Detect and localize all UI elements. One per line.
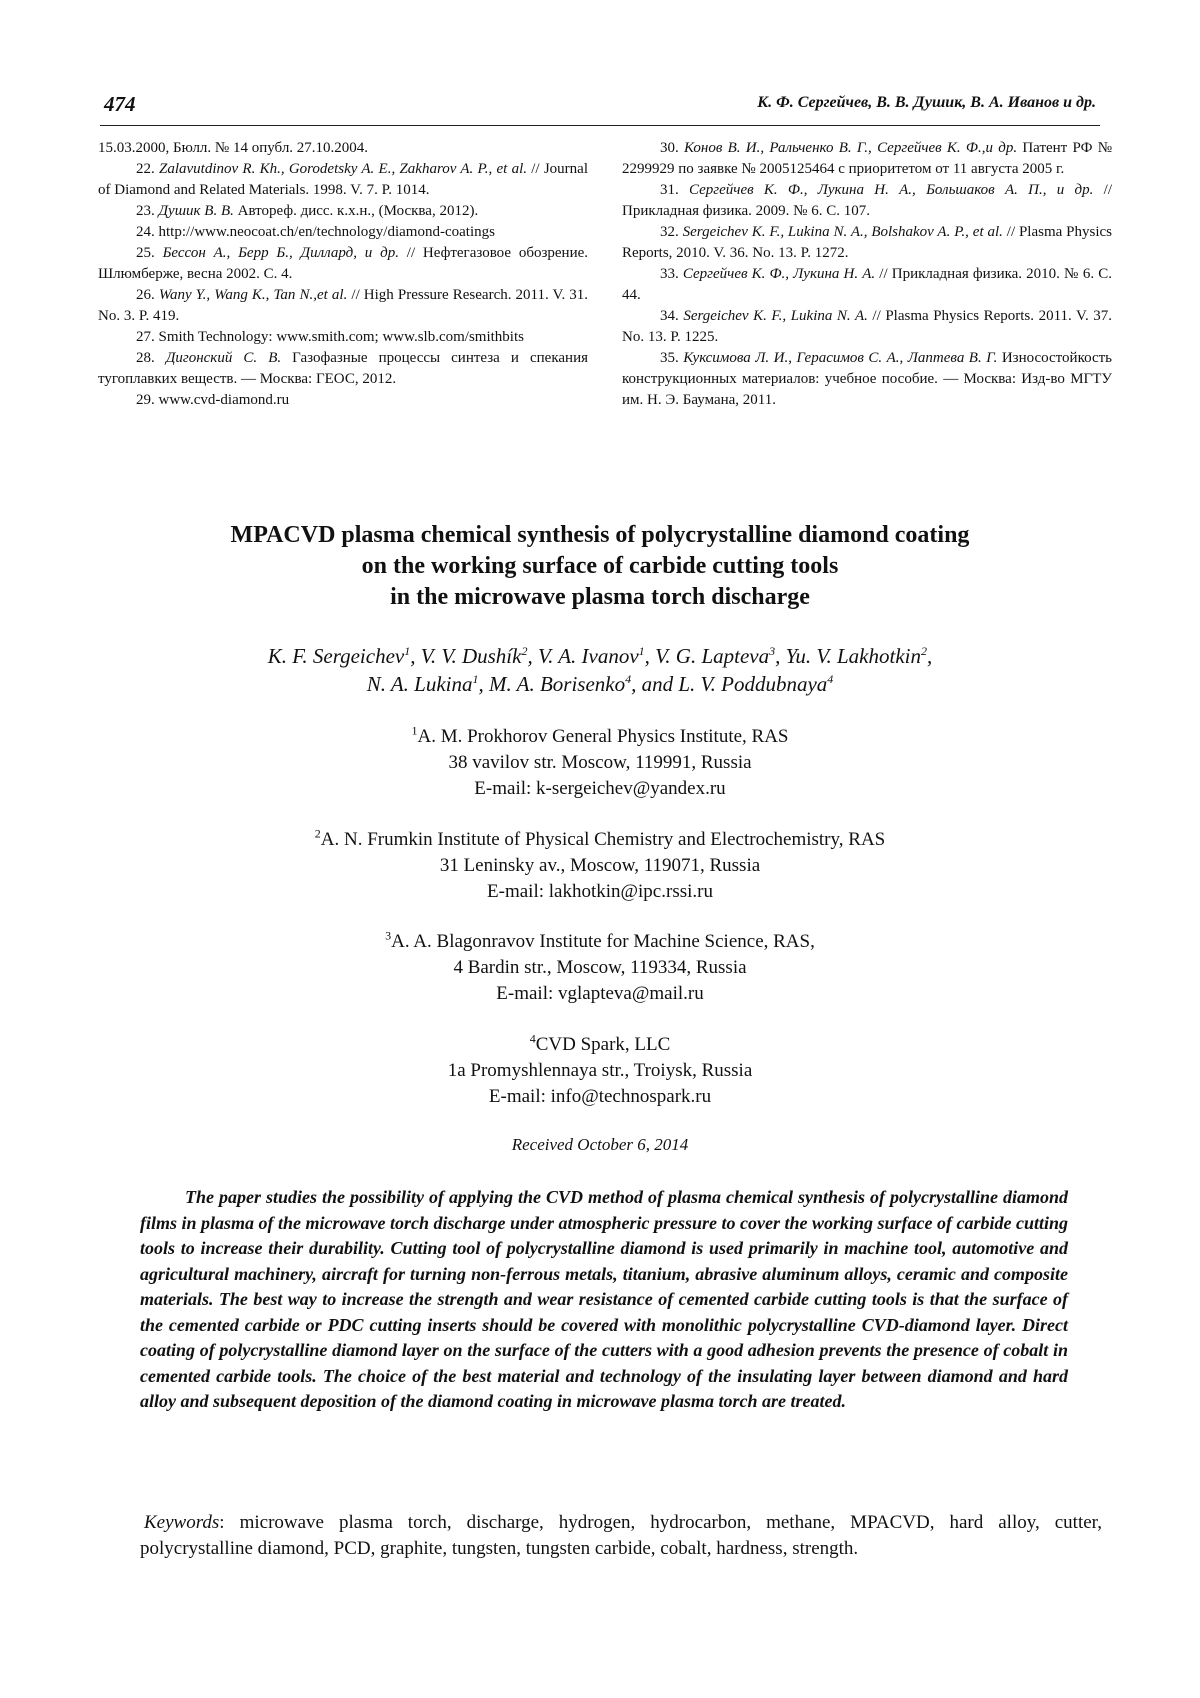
email-text: E-mail: info@technospark.ru: [488, 1086, 712, 1107]
running-title: К. Ф. Сергейчев, В. В. Душик, В. А. Иванов и др.: [757, 94, 1096, 111]
page-number: 474: [104, 92, 136, 116]
paper-title: MPACVD plasma chemical synthesis of polycrystalline diamond coating on the working surface of carbide cutting tools in the microwave plasma torch discharge: [230, 522, 970, 610]
author-list: K. F. Sergeichev$^1$, V. V. Dushík$^2$, V. A. Ivanov$^1$, V. G. Lapteva$^3$, Yu. V. Lakhotkin$^2$, N. A. Lukina$^1$, M. A. Borisenko$^4$, and L. V. Poddubnaya$^4$: [267, 644, 933, 696]
header-rule: [100, 125, 1100, 126]
affiliation-1: $^1$A. M. Prokhorov General Physics Institute, RAS 38 vavilov str. Moscow, 119991, Russia E-mail: k-sergeichev@yandex.ru: [100, 724, 1100, 802]
keywords-label: Keywords: [144, 1512, 220, 1533]
reference-item: 23. Душик В. В. Автореф. дисс. к.х.н., (Москва, 2012).: [136, 203, 479, 219]
affiliation-4: $^4$CVD Spark, LLC 1a Promyshlennaya str., Troiysk, Russia E-mail: info@technospark.ru: [100, 1032, 1100, 1110]
email-text: E-mail: lakhotkin@ipc.rssi.ru: [487, 881, 713, 902]
reference-item: 25. Бессон А., Берр Б., Диллард, и др. // Нефтегазовое обозрение. Шлюмберже, весна 2002. С. 4.: [98, 245, 589, 282]
reference-item: 27. Smith Technology: www.smith.com; www.slb.com/smithbits: [136, 329, 524, 345]
affiliation-3: $^3$A. A. Blagonravov Institute for Machine Science, RAS, 4 Bardin str., Moscow, 119334, Russia E-mail: vglapteva@mail.ru: [100, 929, 1100, 1007]
affiliation-2: $^2$A. N. Frumkin Institute of Physical Chemistry and Electrochemistry, RAS 31 Leninsky av., Moscow, 119071, Russia E-mail: lakhotkin@ipc.rssi.ru: [100, 827, 1100, 905]
references-right-column: [622, 138, 1112, 411]
page-header: [100, 88, 1100, 120]
reference-item: 15.03.2000, Бюлл. № 14 опубл. 27.10.2004.: [98, 140, 369, 156]
reference-item: 24. http://www.neocoat.ch/en/technology/diamond-coatings: [136, 224, 495, 240]
reference-item: 22. Zalavutdinov R. Kh., Gorodetsky A. E., Zakharov A. P., et al. // Journal of Diamond and Related Materials. 1998. V. 7. P. 1014.: [98, 161, 589, 198]
reference-item: 33. Сергейчев К. Ф., Лукина Н. А. // Прикладная физика. 2010. № 6. С. 44.: [622, 266, 1113, 303]
keywords: [140, 1510, 1102, 1562]
reference-item: 26. Wany Y., Wang K., Tan N.,et al. // High Pressure Research. 2011. V. 31. No. 3. P. 419.: [98, 287, 589, 324]
reference-item: 31. Сергейчев К. Ф., Лукина Н. А., Большаков А. П., и др. // Прикладная физика. 2009. № 6. С. 107.: [622, 182, 1113, 219]
reference-item: 35. Куксимова Л. И., Герасимов С. А., Лаптева В. Г. Износостойкость конструкционных материалов: учебное пособие. — Москва: Изд-во МГТУ им. Н. Э. Баумана, 2011.: [622, 350, 1113, 408]
reference-item: 29. www.cvd-diamond.ru: [136, 392, 290, 408]
email-text: E-mail: k-sergeichev@yandex.ru: [474, 778, 726, 799]
references-left-column: [98, 138, 588, 411]
email-text: E-mail: vglapteva@mail.ru: [496, 983, 704, 1004]
reference-item: 28. Дигонский С. В. Газофазные процессы синтеза и спекания тугоплавких веществ. — Москва: ГЕОС, 2012.: [98, 350, 588, 387]
received-date: Received October 6, 2014: [511, 1135, 689, 1154]
reference-item: 34. Sergeichev K. F., Lukina N. A. // Plasma Physics Reports. 2011. V. 37. No. 13. P. 1225.: [622, 308, 1112, 345]
reference-item: 32. Sergeichev K. F., Lukina N. A., Bolshakov A. P., et al. // Plasma Physics Reports, 2010. V. 36. No. 13. P. 1272.: [622, 224, 1113, 261]
keywords-text: : microwave plasma torch, discharge, hydrogen, hydrocarbon, methane, MPACVD, hard alloy, cutter, polycrystalline diamond, PCD, graphite, tungsten, tungsten carbide, cobalt, hardness, strength.: [140, 1512, 1102, 1559]
abstract: The paper studies the possibility of applying the CVD method of plasma chemical synthesis of polycrystalline diamond films in plasma of the microwave torch discharge under atmospheric pressure to cover the working surface of carbide cutting tools to increase their durability. Cutting tool of polycrystalline diamond is used primarily in machine tool, automotive and agricultural machinery, aircraft for turning non-ferrous metals, titanium, abrasive aluminum alloys, ceramic and composite materials. The best way to increase the strength and wear resistance of cemented carbide cutting tools is that the surface of the cemented carbide or PDC cutting inserts should be covered with monolithic polycrystalline CVD-diamond layer. Direct coating of polycrystalline diamond layer on the surface of the cutters with a good adhesion prevents the presence of cobalt in cemented carbide tools. The choice of the best material and technology of the insulating layer between diamond and hard alloy and subsequent deposition of the diamond coating in microwave plasma torch are treated.: [140, 1187, 1069, 1411]
reference-item: 30. Конов В. И., Ральченко В. Г., Сергейчев К. Ф.,и др. Патент РФ № 2299929 по заявке № 2005125464 с приоритетом от 11 августа 2005 г.: [622, 140, 1113, 177]
